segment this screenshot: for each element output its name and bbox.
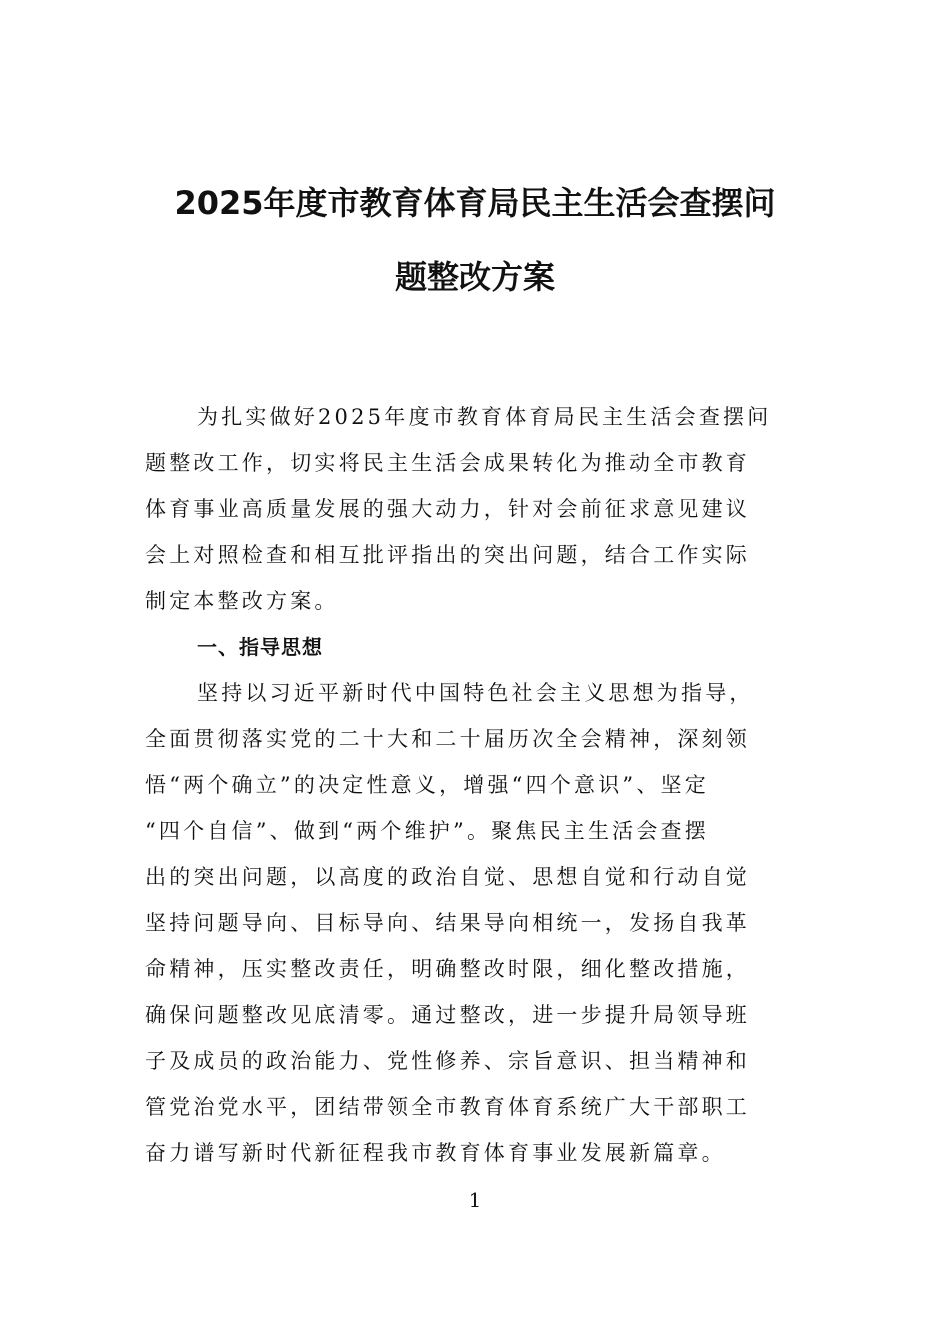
intro-paragraph bbox=[145, 394, 805, 624]
section-line: 确保问题整改见底清零。通过整改，进一步提升局领导班 bbox=[145, 1003, 750, 1027]
section-heading-guiding-ideology: 一、指导思想 bbox=[197, 635, 323, 659]
title-line-2: 题整改方案 bbox=[394, 258, 555, 296]
intro-line: 制定本整改方案。 bbox=[145, 589, 339, 613]
intro-line: 会上对照检查和相互批评指出的突出问题，结合工作实际 bbox=[145, 543, 750, 567]
guiding-ideology-paragraph bbox=[145, 670, 805, 1176]
document-title bbox=[145, 166, 805, 314]
document-body bbox=[145, 394, 805, 1176]
section-line: “四个自信”、做到“两个维护”。聚焦民主生活会查摆 bbox=[145, 819, 709, 843]
section-line: 坚持以习近平新时代中国特色社会主义思想为指导， bbox=[197, 681, 754, 705]
section-line: 管党治党水平，团结带领全市教育体育系统广大干部职工 bbox=[145, 1095, 750, 1119]
section-line: 全面贯彻落实党的二十大和二十届历次全会精神，深刻领 bbox=[145, 727, 750, 751]
section-line: 子及成员的政治能力、党性修养、宗旨意识、担当精神和 bbox=[145, 1049, 750, 1073]
section-line: 奋力谱写新时代新征程我市教育体育事业发展新篇章。 bbox=[145, 1141, 726, 1165]
intro-line: 为扎实做好2025年度市教育体育局民主生活会查摆问 bbox=[197, 405, 772, 429]
section-line: 出的突出问题，以高度的政治自觉、思想自觉和行动自觉 bbox=[145, 865, 750, 889]
section-line: 坚持问题导向、目标导向、结果导向相统一，发扬自我革 bbox=[145, 911, 750, 935]
intro-line: 体育事业高质量发展的强大动力，针对会前征求意见建议 bbox=[145, 497, 750, 521]
intro-line: 题整改工作，切实将民主生活会成果转化为推动全市教育 bbox=[145, 451, 750, 475]
section-line: 命精神，压实整改责任，明确整改时限，细化整改措施， bbox=[145, 957, 750, 981]
title-line-1: 2025年度市教育体育局民主生活会查摆问 bbox=[174, 184, 776, 222]
page-number: 1 bbox=[468, 1188, 482, 1212]
section-line: 悟“两个确立”的决定性意义，增强“四个意识”、坚定 bbox=[145, 773, 709, 797]
